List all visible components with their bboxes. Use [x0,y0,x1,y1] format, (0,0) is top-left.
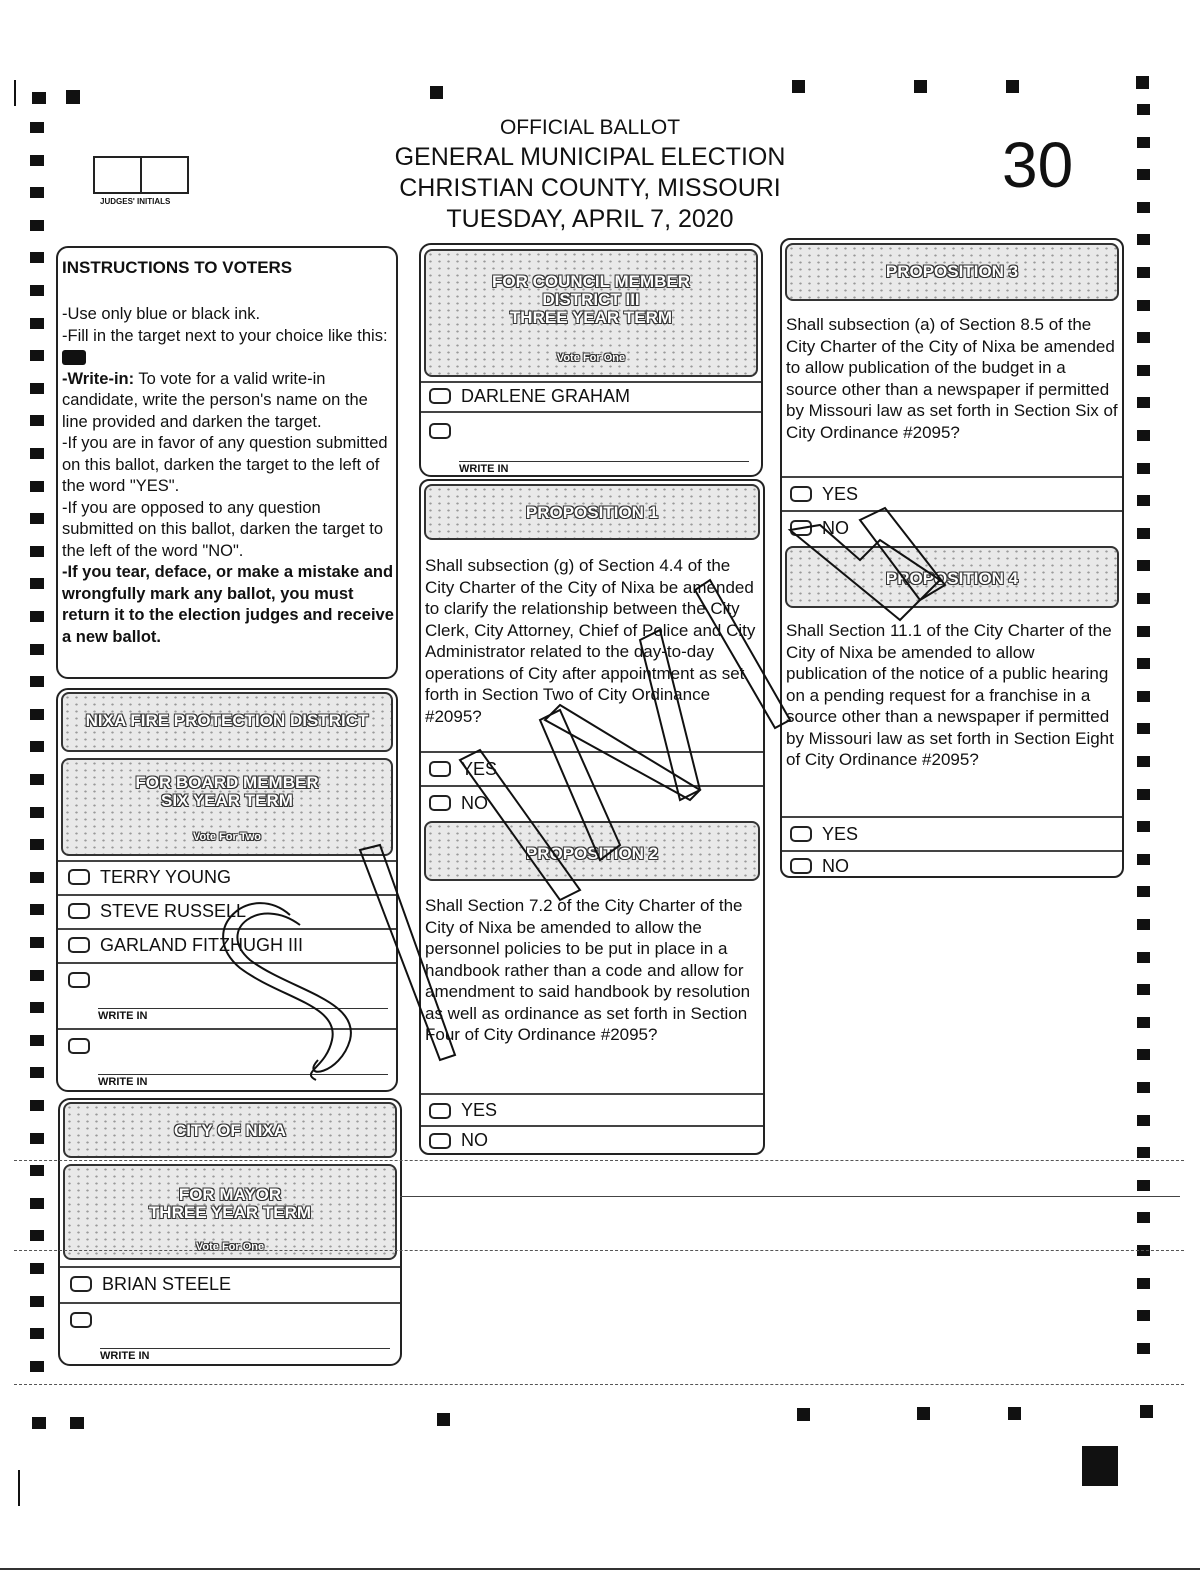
timing-mark [30,1002,44,1013]
instructions-title: INSTRUCTIONS TO VOTERS [62,258,293,277]
vote-target[interactable] [429,795,451,811]
timing-mark [1137,430,1150,441]
scan-line [0,1568,1200,1570]
candidate-name: DARLENE GRAHAM [461,386,631,406]
instruction-writein: -Write-in: To vote for a valid write-in candidate, write the person's name on the line provided and darken the target. [62,369,368,431]
prop3-no-row[interactable] [782,510,1122,544]
timing-mark [30,252,44,263]
timing-mark [1137,1180,1150,1191]
prop4-text: Shall Section 11.1 of the City Charter of the City of Nixa be amended to allow publication of the notice of a public hearing on a pending request for a franchise in a source other than a newspaper if permitted by Missouri law as set forth in Section Eight of City Ordinance #2095? [786,621,1114,769]
timing-mark [30,578,44,589]
prop4-header: PROPOSITION 4 [785,546,1119,608]
prop1-header: PROPOSITION 1 [424,484,760,540]
timing-mark [1137,463,1150,474]
instructions-box [56,246,398,679]
prop2-yes-row[interactable] [421,1093,763,1125]
timing-mark [30,644,44,655]
timing-mark [1137,658,1150,669]
vote-target[interactable] [68,869,90,885]
timing-mark [1137,1115,1150,1126]
vote-target[interactable] [429,1133,451,1149]
timing-mark [1137,756,1150,767]
timing-mark [1137,854,1150,865]
vote-target[interactable] [68,1038,90,1054]
candidate-name: BRIAN STEELE [102,1274,232,1294]
write-in-line[interactable]: WRITE IN [459,461,749,475]
timing-mark [30,970,44,981]
option-label: NO [461,793,488,813]
timing-mark [30,155,44,166]
timing-mark [30,937,44,948]
judges-initials-box[interactable] [93,156,189,194]
timing-mark [30,611,44,622]
vote-target[interactable] [790,520,812,536]
option-label: YES [822,484,859,504]
candidate-row[interactable] [60,1266,400,1302]
timing-mark [30,676,44,687]
timing-mark [1137,1049,1150,1060]
timing-mark [30,448,44,459]
timing-mark [30,1035,44,1046]
candidate-name: TERRY YOUNG [100,867,232,887]
timing-mark [1137,1082,1150,1093]
timing-mark [1137,1310,1150,1321]
candidate-name: STEVE RUSSELL [100,901,247,921]
vote-target[interactable] [70,1276,92,1292]
timing-mark [1137,104,1150,115]
write-in-line[interactable]: WRITE IN [98,1074,388,1088]
prop3-yes-row[interactable] [782,476,1122,510]
timing-mark [1137,234,1150,245]
timing-mark [30,904,44,915]
option-label: NO [822,856,849,876]
timing-mark [30,807,44,818]
timing-mark [1137,495,1150,506]
instruction-mistake: -If you tear, deface, or make a mistake and wrongfully mark any ballot, you must return it to the election judges and receive a new ballot. [62,563,394,646]
vote-target[interactable] [429,761,451,777]
instruction-ink: -Use only blue or black ink. [62,305,261,323]
instruction-no: -If you are opposed to any question submitted on this ballot, darken the target to the left of the word "NO". [62,498,384,560]
option-label: NO [822,518,849,538]
timing-mark [1137,267,1150,278]
timing-mark [30,774,44,785]
timing-mark [1137,169,1150,180]
election-name: GENERAL MUNICIPAL ELECTION [394,143,786,171]
prop2-text: Shall Section 7.2 of the City Charter of the City of Nixa be amended to allow the personnel policies to be put in place in a handbook rather than a code and allow for amendment to said handbook by resolution as well as ordinance as set forth in Section Four of City Ordinance #2095? [425,896,751,1044]
prop4-no-row[interactable] [782,850,1122,878]
timing-mark [30,513,44,524]
timing-mark [1137,332,1150,343]
timing-mark [1137,593,1150,604]
timing-mark [30,220,44,231]
fire-district-box [56,688,398,1092]
option-label: YES [461,1100,498,1120]
timing-mark [30,872,44,883]
candidate-row[interactable] [58,928,396,962]
vote-target[interactable] [68,903,90,919]
prop1-text: Shall subsection (g) of Section 4.4 of the City Charter of the City of Nixa be amended to clarify the relationship between the City Clerk, City Attorney, Chief of Police and City Administrator related to the day-to-day operations of City after appointment as set forth in Section Two of City Ordinance #2095? [425,556,756,726]
prop2-header: PROPOSITION 2 [424,821,760,881]
judges-initials-label: JUDGES' INITIALS [100,197,171,206]
timing-mark [30,1263,44,1274]
timing-mark [1137,1147,1150,1158]
city-header: CITY OF NIXA [63,1102,397,1158]
candidate-row[interactable] [58,860,396,894]
timing-mark [30,481,44,492]
timing-mark [1137,723,1150,734]
option-label: NO [461,1130,488,1150]
prop1-no-row[interactable] [421,785,763,819]
timing-mark [1137,984,1150,995]
timing-mark [1137,202,1150,213]
timing-mark [1137,137,1150,148]
prop34-box [780,238,1124,878]
vote-target[interactable] [68,972,90,988]
ballot-number: 30 [1002,129,1074,201]
scan-line [400,1196,1180,1197]
mayor-office-header: FOR MAYOR THREE YEAR TERM Vote For One [63,1164,397,1260]
timing-mark [1137,821,1150,832]
timing-mark [30,187,44,198]
timing-mark [30,122,44,133]
vote-target[interactable] [70,1312,92,1328]
timing-mark [30,1133,44,1144]
write-in-line[interactable]: WRITE IN [98,1008,388,1022]
vote-target[interactable] [790,486,812,502]
timing-mark [30,1165,44,1176]
timing-mark [1137,952,1150,963]
candidate-row[interactable] [421,381,761,411]
vote-target[interactable] [790,858,812,874]
county-name: CHRISTIAN COUNTY, MISSOURI [399,174,781,202]
prop4-yes-row[interactable] [782,816,1122,850]
timing-mark [30,415,44,426]
vote-target[interactable] [790,826,812,842]
timing-mark [1137,789,1150,800]
prop3-text: Shall subsection (a) of Section 8.5 of the City Charter of the City of Nixa be amended to allow publication of the budget in a source other than a newspaper if permitted by Missouri law as set forth in Section Six of City Ordinance #2095? [786,315,1118,442]
instructions-list [62,304,396,648]
write-in-row[interactable] [58,962,396,1028]
timing-mark [1137,886,1150,897]
timing-mark [30,350,44,361]
timing-mark [1137,1278,1150,1289]
timing-mark [1137,691,1150,702]
vote-target[interactable] [429,423,451,439]
timing-mark [1137,397,1150,408]
prop1-yes-row[interactable] [421,751,763,785]
timing-mark [30,383,44,394]
city-box [58,1098,402,1366]
timing-mark [30,1230,44,1241]
ballot-title: OFFICIAL BALLOT [499,116,681,139]
council-office-header: FOR COUNCIL MEMBER DISTRICT III THREE YEAR TERM Vote For One [424,249,758,377]
timing-mark [1137,626,1150,637]
vote-target[interactable] [68,937,90,953]
timing-mark [1137,300,1150,311]
timing-mark [1137,560,1150,571]
candidate-row[interactable] [58,894,396,928]
instruction-yes: -If you are in favor of any question submitted on this ballot, darken the target to the left of the word "YES". [62,434,388,495]
vote-target[interactable] [429,388,451,404]
election-date: TUESDAY, APRIL 7, 2020 [446,205,734,233]
timing-mark [30,839,44,850]
candidate-name: GARLAND FITZHUGH III [100,935,304,955]
write-in-line[interactable]: WRITE IN [100,1348,390,1362]
vote-target[interactable] [429,1103,451,1119]
timing-mark [1137,528,1150,539]
write-in-row[interactable] [421,411,761,475]
scan-line [14,1250,1184,1252]
timing-mark [30,1296,44,1307]
option-label: YES [461,759,498,779]
timing-mark [30,709,44,720]
instruction-fill: -Fill in the target next to your choice like this: [62,326,396,369]
prop2-no-row[interactable] [421,1125,763,1153]
write-in-row[interactable] [60,1302,400,1364]
filled-target-icon [62,350,86,365]
timing-mark [1137,1343,1150,1354]
timing-mark [30,1100,44,1111]
scan-line [14,1160,1184,1162]
council-box [419,243,763,477]
fire-office-header: FOR BOARD MEMBER SIX YEAR TERM Vote For Two [61,758,393,856]
fire-district-header: NIXA FIRE PROTECTION DISTRICT [61,692,393,752]
timing-mark [30,1361,44,1372]
timing-mark [30,741,44,752]
timing-mark [1137,1212,1150,1223]
option-label: YES [822,824,859,844]
timing-mark [1137,919,1150,930]
timing-mark [30,546,44,557]
timing-mark [30,318,44,329]
prop3-header: PROPOSITION 3 [785,243,1119,301]
timing-mark [30,1328,44,1339]
timing-mark [30,1067,44,1078]
timing-mark [1137,1017,1150,1028]
timing-mark [30,1198,44,1209]
timing-mark [30,285,44,296]
scan-line [14,1384,1184,1386]
write-in-row[interactable] [58,1028,396,1088]
prop12-box [419,479,765,1155]
timing-mark [1137,365,1150,376]
